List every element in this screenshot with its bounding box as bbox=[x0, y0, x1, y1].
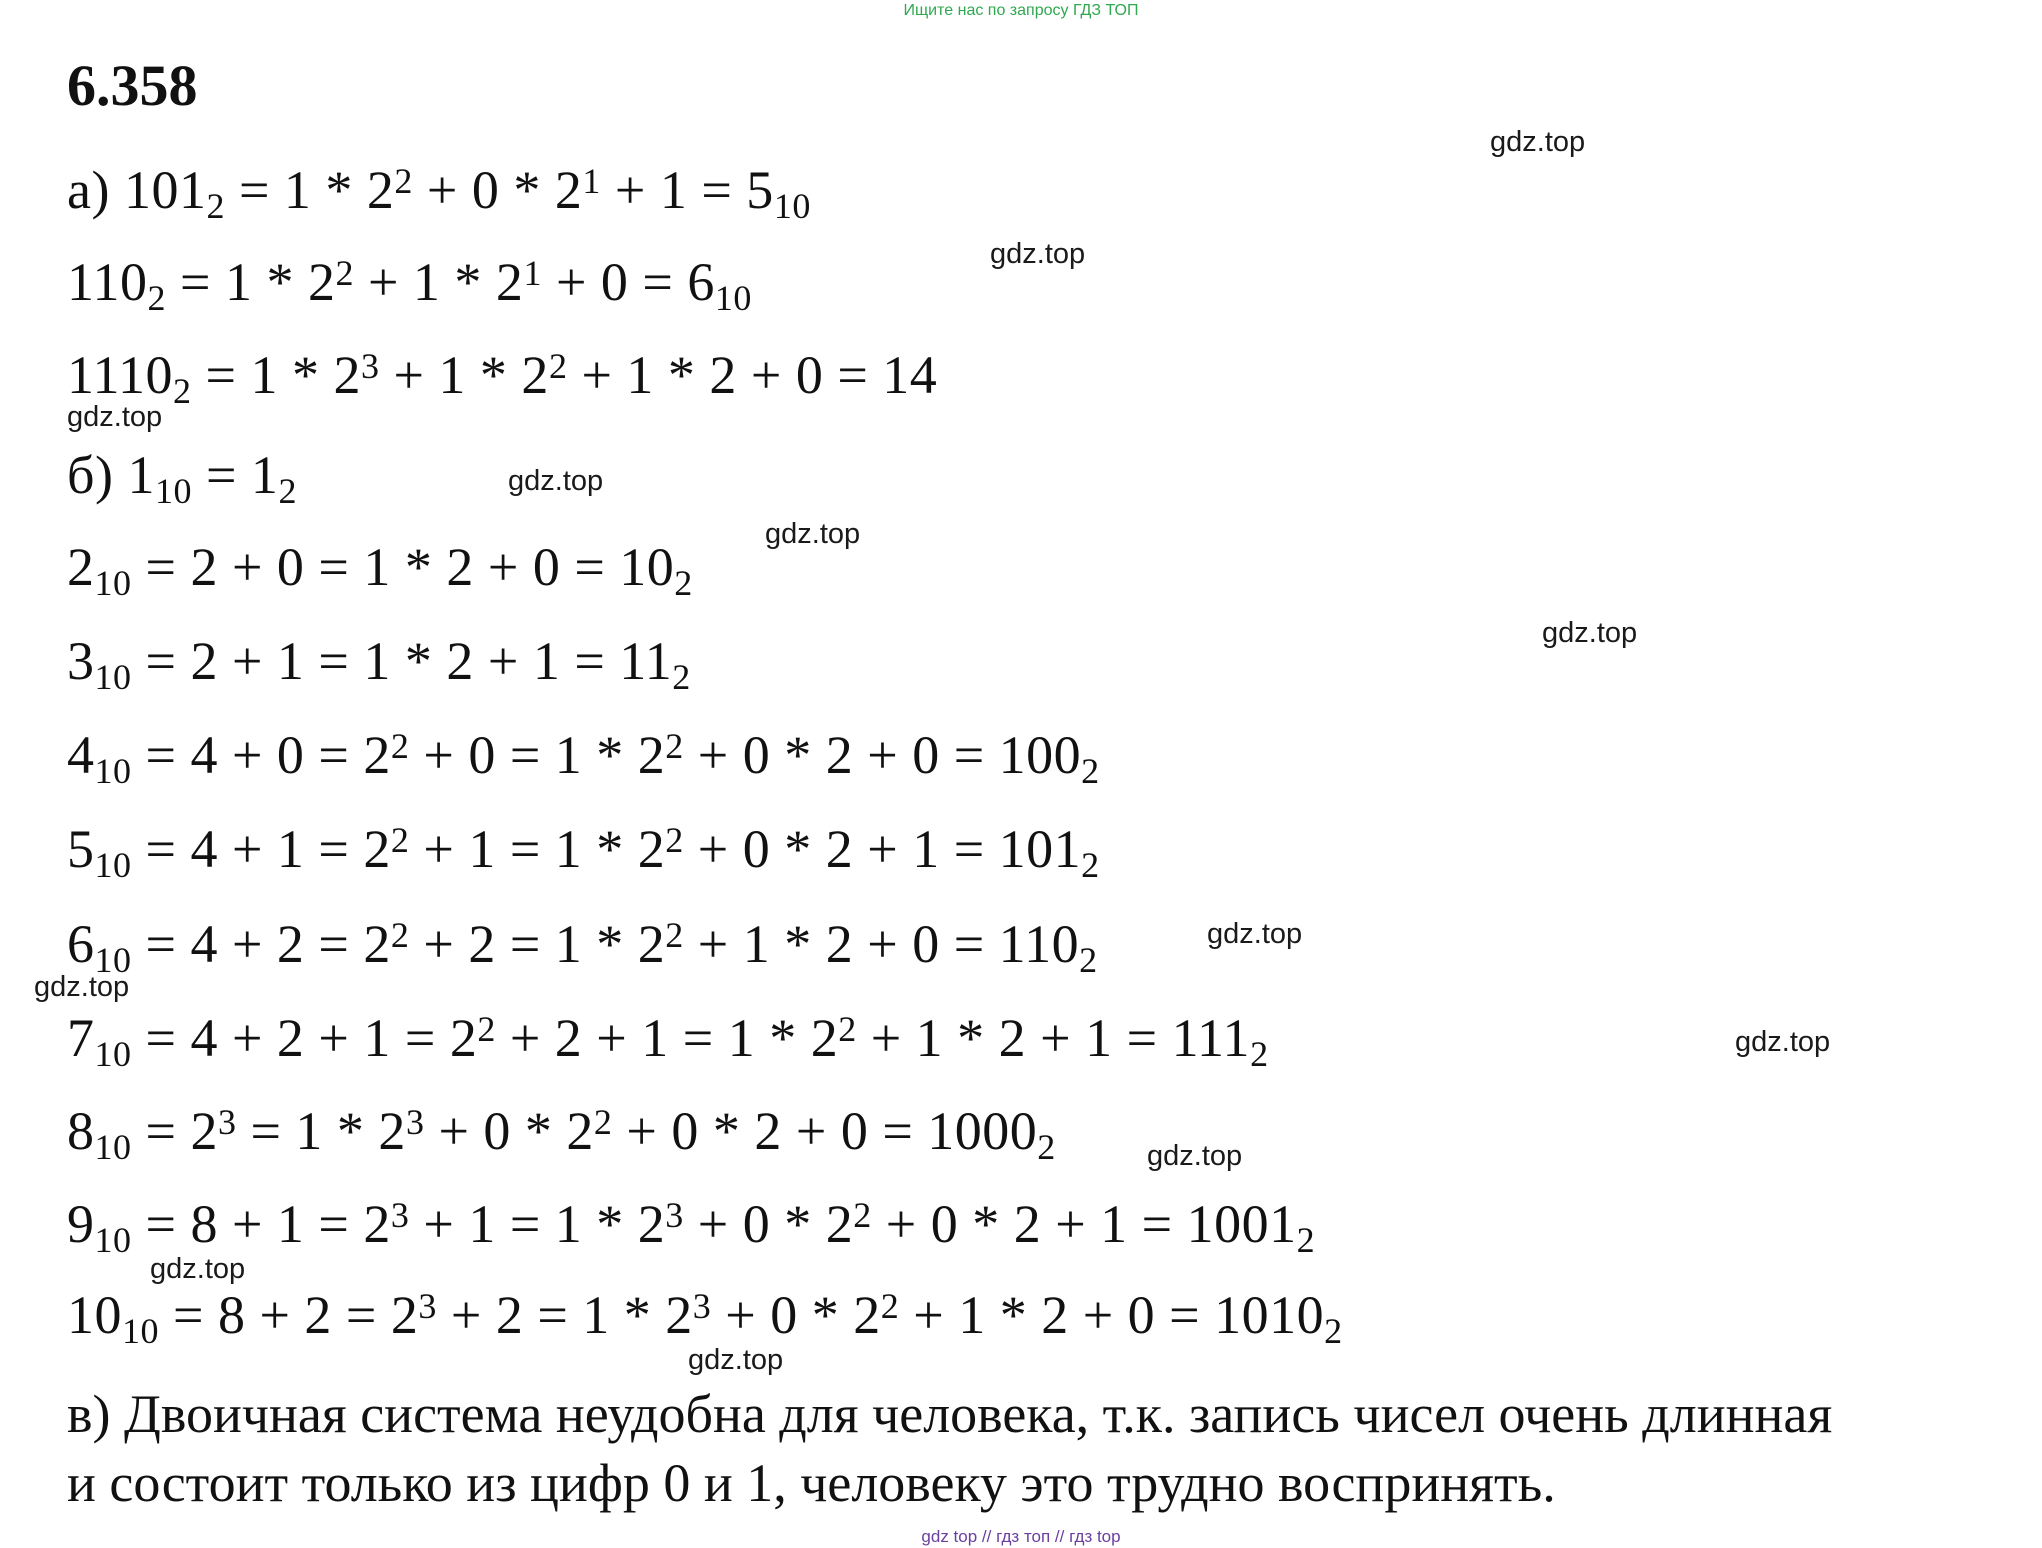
watermark: gdz.top bbox=[1490, 126, 1586, 158]
watermark: gdz.top bbox=[67, 401, 163, 433]
watermark: gdz.top bbox=[508, 465, 604, 497]
watermark: gdz.top bbox=[1542, 617, 1638, 649]
equation-a-3: $1110_2 = 1 * 2^3 + 1 * 2^2 + 1 * 2 + 0 = 14$ bbox=[67, 345, 938, 412]
equation-b-5: $5_{10} = 4 + 1 = 2^2 + 1 = 1 * 2^2 + 0 * 2 + 1 = 101_2$ bbox=[67, 819, 1100, 886]
equation-b-6: $6_{10} = 4 + 2 = 2^2 + 2 = 1 * 2^2 + 1 * 2 + 0 = 110_2$ bbox=[67, 914, 1098, 981]
equation-b-3: $3_{10} = 2 + 1 = 1 * 2 + 1 = 11_2$ bbox=[67, 631, 691, 698]
answer-c bbox=[67, 1380, 1832, 1518]
watermark: gdz.top bbox=[34, 971, 130, 1003]
equation-b-8: $8_{10} = 2^3 = 1 * 2^3 + 0 * 2^2 + 0 * 2 + 0 = 1000_2$ bbox=[67, 1101, 1056, 1168]
equation-a-2: $110_2 = 1 * 2^2 + 1 * 2^1 + 0 = 6_{10}$ bbox=[67, 252, 752, 319]
watermark: gdz.top bbox=[990, 238, 1086, 270]
top-banner: Ищите нас по запросу ГДЗ ТОП bbox=[903, 2, 1139, 19]
watermark: gdz.top bbox=[1207, 918, 1303, 950]
equation-b-7: $7_{10} = 4 + 2 + 1 = 2^2 + 2 + 1 = 1 * 2^2 + 1 * 2 + 1 = 111_2$ bbox=[67, 1008, 1269, 1075]
watermark: gdz.top bbox=[1735, 1026, 1831, 1058]
equation-b-4: $4_{10} = 4 + 0 = 2^2 + 0 = 1 * 2^2 + 0 * 2 + 0 = 100_2$ bbox=[67, 725, 1100, 792]
equation-b-10: $10_{10} = 8 + 2 = 2^3 + 2 = 1 * 2^3 + 0 * 2^2 + 1 * 2 + 0 = 1010_2$ bbox=[67, 1285, 1343, 1352]
equation-a-1: а) $101_2 = 1 * 2^2 + 0 * 2^1 + 1 = 5_{10}$ bbox=[67, 160, 811, 227]
watermark: gdz.top bbox=[765, 518, 861, 550]
answer-c-line-1: в) Двоичная система неудобна для человека, т.к. запись чисел очень длинная bbox=[67, 1384, 1833, 1444]
watermark: gdz.top bbox=[150, 1253, 246, 1285]
answer-c-line-2: и состоит только из цифр 0 и 1, человеку это трудно воспринять. bbox=[67, 1453, 1556, 1513]
equation-b-2: $2_{10} = 2 + 0 = 1 * 2 + 0 = 10_2$ bbox=[67, 537, 693, 604]
footer-watermark: gdz top // гдз топ // гдз top bbox=[921, 1527, 1121, 1546]
watermark: gdz.top bbox=[688, 1344, 784, 1376]
equation-b-9: $9_{10} = 8 + 1 = 2^3 + 1 = 1 * 2^3 + 0 * 2^2 + 0 * 2 + 1 = 1001_2$ bbox=[67, 1194, 1316, 1261]
watermark: gdz.top bbox=[1147, 1140, 1243, 1172]
task-number: 6.358 bbox=[67, 53, 198, 118]
equation-b-1: б) $1_{10} = 1_2$ bbox=[67, 445, 297, 512]
